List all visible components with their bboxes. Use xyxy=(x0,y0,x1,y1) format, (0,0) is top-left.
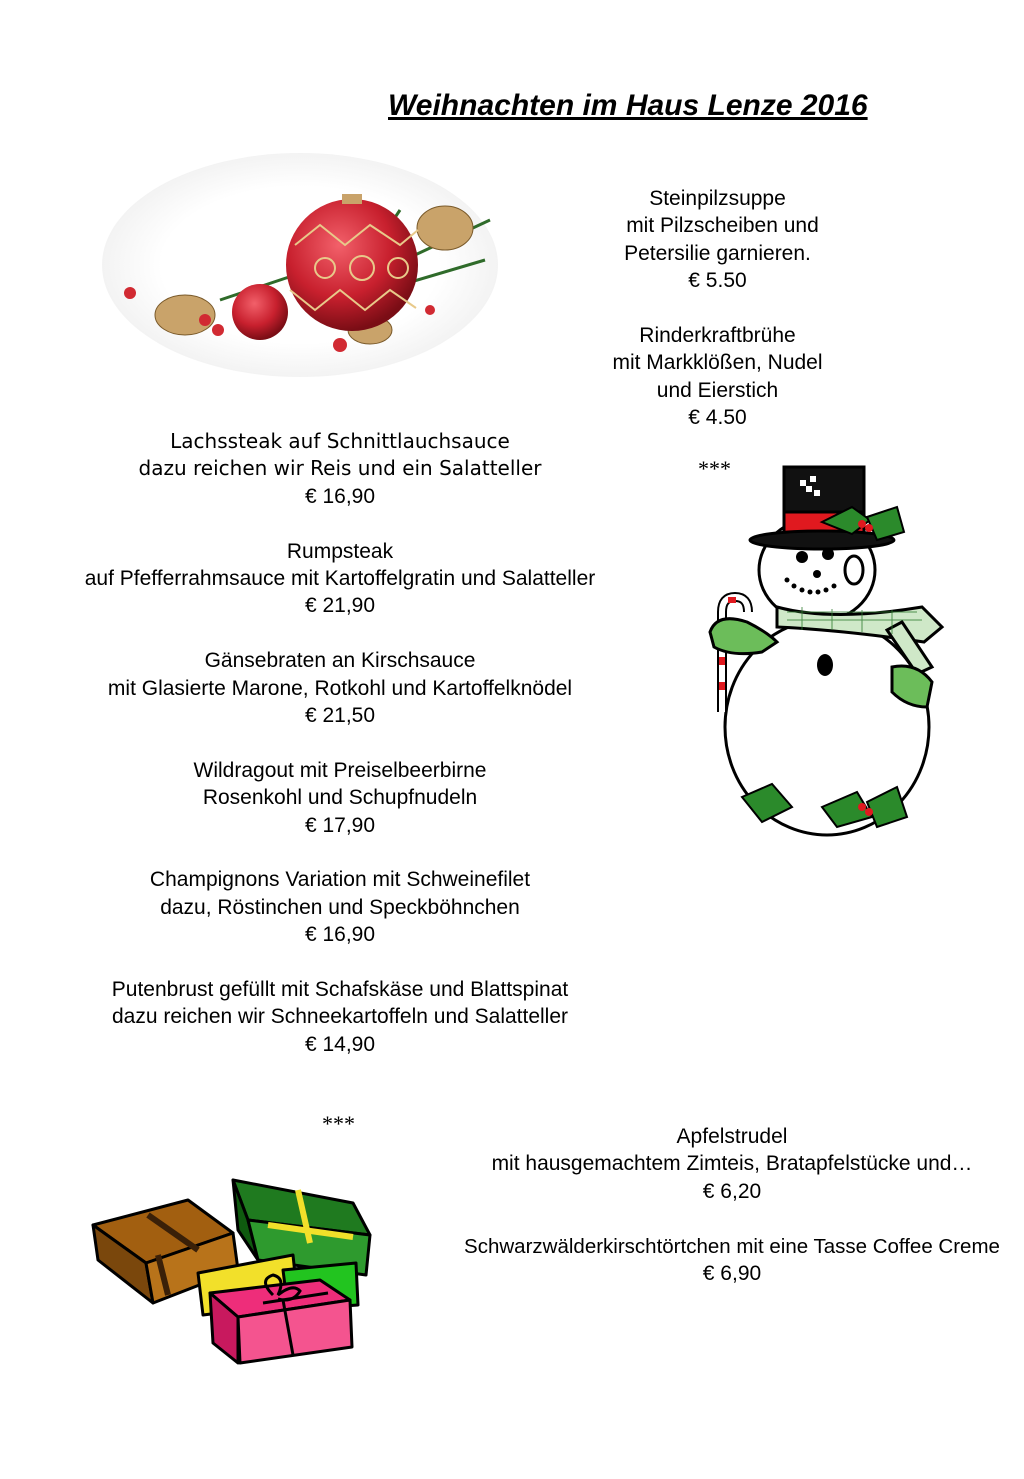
item-price: € 16,90 xyxy=(304,923,376,947)
item-line: dazu reichen wir Reis und ein Salatteller xyxy=(138,456,542,481)
item-line: Steinpilzsuppe xyxy=(649,187,786,210)
mains-column xyxy=(40,428,640,1058)
item-price: € 16,90 xyxy=(304,484,376,508)
item-price: € 4.50 xyxy=(688,406,747,430)
item-line: mit hausgemachtem Zimteis, Bratapfelstücke und… xyxy=(491,1152,973,1176)
item-line: Gänsebraten an Kirschsauce xyxy=(204,649,476,673)
item-price: € 14,90 xyxy=(304,1032,376,1056)
menu-item xyxy=(432,1233,1024,1288)
item-line: mit Glasierte Marone, Rotkohl und Kartoffelknödel xyxy=(107,676,573,700)
item-line: Apfelstrudel xyxy=(676,1125,788,1148)
item-line: dazu, Röstinchen und Speckböhnchen xyxy=(160,895,520,919)
item-price: € 6,20 xyxy=(702,1179,762,1203)
item-line: auf Pfefferrahmsauce mit Kartoffelgratin und Salatteller xyxy=(84,567,596,591)
menu-item xyxy=(560,185,875,295)
item-line: Petersilie garnieren. xyxy=(624,241,811,265)
item-line: mit Pilzscheiben und xyxy=(626,214,819,238)
item-line: Schwarzwälderkirschtörtchen mit eine Tasse Coffee Creme xyxy=(464,1234,1000,1258)
item-line: Rosenkohl und Schupfnudeln xyxy=(202,786,478,810)
item-price: € 17,90 xyxy=(304,813,376,837)
starters-column xyxy=(560,185,875,432)
menu-item xyxy=(40,428,640,510)
item-line: Champignons Variation mit Schweinefilet xyxy=(149,868,531,892)
item-line: Wildragout mit Preiselbeerbirne xyxy=(193,758,487,782)
menu-item xyxy=(40,976,640,1058)
menu-item xyxy=(432,1123,1024,1205)
menu-item xyxy=(40,866,640,948)
item-line: mit Markklößen, Nudel xyxy=(612,351,823,375)
separator-stars: *** xyxy=(322,1111,355,1136)
item-price: € 21,90 xyxy=(304,594,376,618)
item-price: € 6,90 xyxy=(702,1262,762,1286)
item-line: und Eierstich xyxy=(656,378,779,402)
item-line: Rumpsteak xyxy=(286,539,394,563)
menu-item xyxy=(40,757,640,839)
gift-boxes-picture xyxy=(88,1175,378,1370)
menu-item xyxy=(40,538,640,620)
christmas-ornament-picture xyxy=(100,150,500,385)
menu-item xyxy=(40,647,640,729)
item-price: € 5.50 xyxy=(688,269,747,293)
item-line: Rinderkraftbrühe xyxy=(639,324,796,348)
item-price: € 21,50 xyxy=(304,704,376,728)
item-line: Lachssteak auf Schnittlauchsauce xyxy=(170,429,510,453)
item-line: Putenbrust gefüllt mit Schafskäse und Blattspinat xyxy=(111,978,569,1002)
menu-item xyxy=(560,322,875,432)
desserts-column xyxy=(432,1123,1024,1287)
snowman-picture xyxy=(692,462,954,837)
separator-stars: *** xyxy=(698,456,731,481)
menu-title: Weihnachten im Haus Lenze 2016 xyxy=(388,89,868,122)
item-line: dazu reichen wir Schneekartoffeln und Salatteller xyxy=(111,1005,569,1029)
